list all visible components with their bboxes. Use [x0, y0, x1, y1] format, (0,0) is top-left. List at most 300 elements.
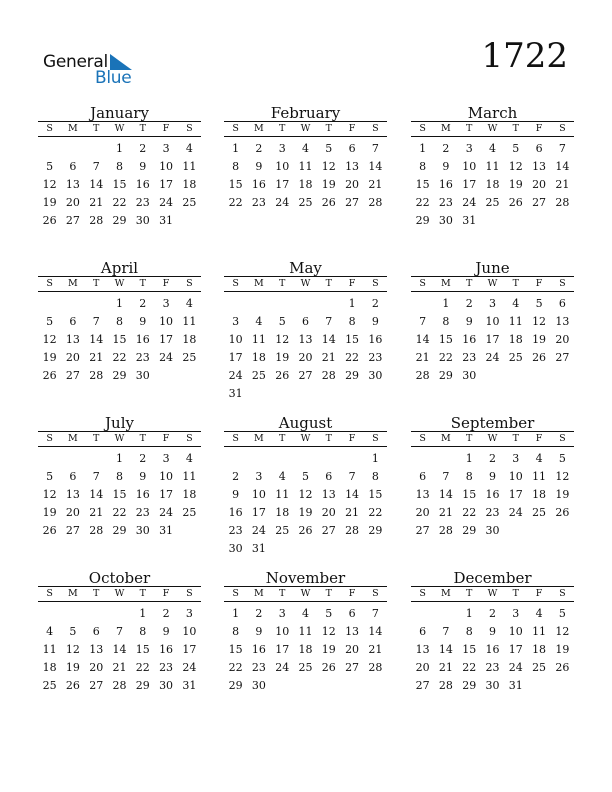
weekday-label: M: [68, 278, 78, 289]
day-grid: [411, 450, 574, 540]
day-cell: 11: [42, 643, 57, 656]
day-cell: 16: [135, 178, 150, 191]
day-cell: 7: [442, 470, 450, 483]
weekday-label: W: [487, 123, 498, 134]
day-cell: 27: [89, 679, 104, 692]
day-cell: 7: [92, 470, 100, 483]
weekday-label: F: [348, 433, 356, 444]
weekday-label: T: [512, 278, 519, 289]
day-cell: 25: [251, 369, 266, 382]
day-cell: 29: [135, 679, 150, 692]
month-name: November: [265, 569, 346, 587]
weekday-label: S: [559, 123, 566, 134]
day-cell: 28: [345, 524, 360, 537]
day-cell: 22: [438, 351, 453, 364]
month-name: July: [105, 414, 134, 432]
weekday-label: M: [68, 588, 78, 599]
day-cell: 7: [371, 142, 379, 155]
day-cell: 7: [92, 315, 100, 328]
day-cell: 4: [185, 452, 193, 465]
weekday-label: S: [46, 433, 53, 444]
day-cell: 3: [465, 142, 473, 155]
day-cell: 25: [532, 506, 547, 519]
day-cell: 1: [232, 607, 240, 620]
year-title: 1722: [481, 36, 568, 76]
month-april: [38, 260, 201, 385]
weekday-label: W: [114, 278, 125, 289]
day-cell: 9: [442, 160, 450, 173]
day-cell: 12: [532, 315, 547, 328]
day-cell: 13: [65, 178, 80, 191]
empty-day-cell: [411, 605, 434, 623]
month-june: [411, 260, 574, 385]
day-cell: 20: [415, 506, 430, 519]
weekday-label: F: [162, 278, 170, 289]
day-cell: 23: [438, 196, 453, 209]
day-cell: 3: [512, 607, 520, 620]
weekday-header: [224, 277, 387, 292]
day-cell: 18: [182, 488, 197, 501]
day-cell: 5: [325, 142, 333, 155]
empty-day-cell: [340, 450, 363, 468]
day-cell: 22: [228, 661, 243, 674]
month-may: [224, 260, 387, 403]
weekday-label: S: [419, 123, 426, 134]
day-cell: 20: [415, 661, 430, 674]
day-cell: 12: [42, 333, 57, 346]
day-cell: 18: [251, 351, 266, 364]
day-cell: 11: [532, 625, 547, 638]
day-cell: 16: [251, 643, 266, 656]
day-cell: 28: [321, 369, 336, 382]
day-cell: 17: [508, 488, 523, 501]
day-cell: 16: [159, 643, 174, 656]
weekday-label: T: [93, 278, 100, 289]
day-cell: 23: [135, 351, 150, 364]
day-cell: 11: [182, 160, 197, 173]
day-cell: 11: [298, 625, 313, 638]
weekday-label: F: [348, 278, 356, 289]
day-cell: 18: [298, 178, 313, 191]
day-cell: 4: [535, 607, 543, 620]
day-cell: 24: [251, 524, 266, 537]
empty-day-cell: [411, 450, 434, 468]
day-cell: 23: [485, 506, 500, 519]
day-cell: 15: [438, 333, 453, 346]
day-cell: 24: [485, 351, 500, 364]
day-cell: 7: [115, 625, 123, 638]
weekday-header: [411, 432, 574, 447]
day-cell: 26: [298, 524, 313, 537]
day-cell: 13: [415, 643, 430, 656]
day-cell: 6: [535, 142, 543, 155]
day-cell: 29: [112, 369, 127, 382]
day-cell: 18: [485, 178, 500, 191]
day-cell: 13: [555, 315, 570, 328]
logo-text-blue: Blue: [95, 68, 132, 88]
day-cell: 21: [112, 661, 127, 674]
day-cell: 12: [65, 643, 80, 656]
weekday-label: T: [139, 588, 146, 599]
day-cell: 14: [89, 488, 104, 501]
day-cell: 16: [485, 488, 500, 501]
day-cell: 4: [185, 297, 193, 310]
day-cell: 31: [159, 524, 174, 537]
day-cell: 27: [321, 524, 336, 537]
day-cell: 15: [415, 178, 430, 191]
day-cell: 13: [415, 488, 430, 501]
weekday-header: [38, 587, 201, 602]
day-cell: 15: [345, 333, 360, 346]
day-cell: 15: [228, 178, 243, 191]
day-cell: 23: [135, 196, 150, 209]
day-cell: 24: [275, 661, 290, 674]
weekday-label: W: [300, 433, 311, 444]
day-cell: 4: [278, 470, 286, 483]
weekday-label: M: [254, 278, 264, 289]
day-cell: 25: [532, 661, 547, 674]
weekday-label: S: [46, 278, 53, 289]
empty-day-cell: [38, 450, 61, 468]
empty-day-cell: [38, 605, 61, 623]
day-cell: 30: [251, 679, 266, 692]
day-grid: [38, 295, 201, 385]
weekday-label: T: [139, 278, 146, 289]
day-cell: 2: [139, 297, 147, 310]
day-cell: 18: [298, 643, 313, 656]
day-cell: 7: [419, 315, 427, 328]
empty-day-cell: [85, 295, 108, 313]
weekday-label: F: [535, 588, 543, 599]
day-cell: 20: [555, 333, 570, 346]
weekday-label: W: [114, 433, 125, 444]
day-cell: 14: [415, 333, 430, 346]
day-cell: 15: [112, 178, 127, 191]
day-cell: 29: [228, 679, 243, 692]
day-cell: 13: [345, 160, 360, 173]
day-grid: [38, 140, 201, 230]
day-cell: 24: [159, 196, 174, 209]
day-grid: [224, 295, 387, 403]
day-cell: 11: [485, 160, 500, 173]
weekday-label: S: [372, 588, 379, 599]
day-cell: 19: [298, 506, 313, 519]
weekday-header: [224, 587, 387, 602]
empty-day-cell: [224, 295, 247, 313]
day-cell: 20: [65, 196, 80, 209]
weekday-label: W: [114, 123, 125, 134]
day-cell: 27: [415, 524, 430, 537]
day-cell: 6: [419, 470, 427, 483]
weekday-label: T: [466, 588, 473, 599]
day-cell: 18: [182, 333, 197, 346]
day-cell: 25: [182, 196, 197, 209]
day-cell: 13: [321, 488, 336, 501]
day-cell: 30: [228, 542, 243, 555]
day-cell: 16: [251, 178, 266, 191]
day-cell: 12: [298, 488, 313, 501]
day-cell: 23: [251, 661, 266, 674]
weekday-label: T: [466, 278, 473, 289]
day-cell: 2: [371, 297, 379, 310]
day-cell: 1: [442, 297, 450, 310]
day-cell: 29: [368, 524, 383, 537]
day-cell: 16: [135, 333, 150, 346]
day-cell: 2: [255, 142, 263, 155]
day-cell: 27: [555, 351, 570, 364]
day-cell: 11: [532, 470, 547, 483]
weekday-label: W: [300, 123, 311, 134]
day-cell: 22: [415, 196, 430, 209]
day-cell: 1: [371, 452, 379, 465]
day-cell: 2: [442, 142, 450, 155]
day-cell: 15: [112, 333, 127, 346]
empty-day-cell: [224, 450, 247, 468]
day-cell: 23: [368, 351, 383, 364]
weekday-label: S: [419, 278, 426, 289]
empty-day-cell: [271, 450, 294, 468]
day-cell: 27: [532, 196, 547, 209]
day-cell: 19: [42, 506, 57, 519]
weekday-label: W: [300, 588, 311, 599]
weekday-label: M: [441, 588, 451, 599]
empty-day-cell: [85, 605, 108, 623]
day-cell: 12: [555, 625, 570, 638]
weekday-label: S: [372, 433, 379, 444]
day-cell: 2: [232, 470, 240, 483]
weekday-label: W: [487, 433, 498, 444]
weekday-label: S: [559, 278, 566, 289]
day-cell: 28: [438, 524, 453, 537]
weekday-label: S: [186, 278, 193, 289]
day-cell: 21: [555, 178, 570, 191]
day-cell: 1: [465, 452, 473, 465]
weekday-label: T: [279, 588, 286, 599]
day-cell: 6: [325, 470, 333, 483]
day-cell: 28: [368, 661, 383, 674]
day-cell: 9: [255, 625, 263, 638]
day-grid: [411, 605, 574, 695]
weekday-label: T: [325, 588, 332, 599]
month-name: February: [270, 104, 341, 122]
day-cell: 17: [275, 643, 290, 656]
day-cell: 24: [228, 369, 243, 382]
day-cell: 31: [462, 214, 477, 227]
day-cell: 10: [508, 625, 523, 638]
day-cell: 30: [135, 524, 150, 537]
day-cell: 2: [139, 452, 147, 465]
day-cell: 27: [345, 196, 360, 209]
empty-day-cell: [247, 450, 270, 468]
day-cell: 31: [182, 679, 197, 692]
day-cell: 13: [65, 488, 80, 501]
empty-day-cell: [317, 295, 340, 313]
day-cell: 25: [182, 351, 197, 364]
day-cell: 31: [228, 387, 243, 400]
day-cell: 28: [89, 369, 104, 382]
day-cell: 21: [89, 351, 104, 364]
day-cell: 14: [368, 160, 383, 173]
day-cell: 9: [162, 625, 170, 638]
weekday-header: [224, 432, 387, 447]
day-cell: 22: [112, 506, 127, 519]
day-cell: 10: [251, 488, 266, 501]
weekday-label: M: [441, 123, 451, 134]
day-cell: 24: [275, 196, 290, 209]
day-cell: 21: [368, 643, 383, 656]
day-cell: 14: [438, 488, 453, 501]
day-cell: 6: [419, 625, 427, 638]
day-cell: 5: [301, 470, 309, 483]
weekday-label: T: [139, 123, 146, 134]
day-cell: 15: [368, 488, 383, 501]
day-cell: 20: [532, 178, 547, 191]
day-cell: 9: [139, 470, 147, 483]
day-cell: 17: [182, 643, 197, 656]
day-grid: [38, 605, 201, 695]
day-cell: 30: [485, 524, 500, 537]
day-cell: 20: [65, 506, 80, 519]
day-cell: 12: [321, 160, 336, 173]
day-cell: 26: [532, 351, 547, 364]
empty-day-cell: [85, 450, 108, 468]
day-cell: 10: [159, 470, 174, 483]
day-cell: 17: [275, 178, 290, 191]
day-cell: 16: [485, 643, 500, 656]
day-cell: 6: [69, 470, 77, 483]
month-name: August: [278, 414, 333, 432]
day-cell: 24: [508, 661, 523, 674]
day-cell: 3: [278, 607, 286, 620]
day-cell: 15: [228, 643, 243, 656]
day-cell: 25: [42, 679, 57, 692]
day-cell: 8: [139, 625, 147, 638]
day-cell: 24: [182, 661, 197, 674]
weekday-label: S: [46, 588, 53, 599]
day-cell: 16: [438, 178, 453, 191]
day-cell: 20: [89, 661, 104, 674]
month-october: [38, 570, 201, 695]
day-cell: 29: [112, 524, 127, 537]
weekday-label: T: [93, 588, 100, 599]
day-cell: 12: [321, 625, 336, 638]
day-cell: 19: [555, 488, 570, 501]
day-cell: 29: [462, 524, 477, 537]
day-cell: 11: [182, 470, 197, 483]
weekday-label: M: [68, 433, 78, 444]
day-cell: 14: [368, 625, 383, 638]
month-name: June: [475, 259, 510, 277]
day-cell: 17: [228, 351, 243, 364]
day-cell: 6: [348, 607, 356, 620]
weekday-label: F: [348, 123, 356, 134]
weekday-label: M: [254, 588, 264, 599]
empty-day-cell: [434, 605, 457, 623]
weekday-label: F: [535, 433, 543, 444]
empty-day-cell: [61, 295, 84, 313]
day-cell: 25: [182, 506, 197, 519]
day-cell: 17: [462, 178, 477, 191]
day-cell: 10: [462, 160, 477, 173]
day-cell: 24: [159, 351, 174, 364]
day-cell: 4: [185, 142, 193, 155]
weekday-header: [411, 587, 574, 602]
day-cell: 1: [348, 297, 356, 310]
day-cell: 19: [321, 178, 336, 191]
day-cell: 30: [135, 214, 150, 227]
month-september: [411, 415, 574, 540]
day-cell: 2: [255, 607, 263, 620]
weekday-label: S: [46, 123, 53, 134]
day-cell: 1: [139, 607, 147, 620]
day-cell: 9: [488, 625, 496, 638]
day-cell: 8: [442, 315, 450, 328]
day-grid: [411, 140, 574, 230]
empty-day-cell: [61, 140, 84, 158]
day-cell: 24: [159, 506, 174, 519]
day-cell: 16: [462, 333, 477, 346]
day-cell: 22: [462, 506, 477, 519]
day-cell: 12: [42, 178, 57, 191]
day-cell: 1: [115, 452, 123, 465]
weekday-label: S: [372, 278, 379, 289]
weekday-label: M: [254, 433, 264, 444]
day-cell: 7: [325, 315, 333, 328]
empty-day-cell: [271, 295, 294, 313]
month-name: January: [90, 104, 149, 122]
day-cell: 18: [532, 643, 547, 656]
day-cell: 5: [512, 142, 520, 155]
day-cell: 7: [442, 625, 450, 638]
day-cell: 2: [488, 607, 496, 620]
weekday-label: S: [559, 433, 566, 444]
day-cell: 7: [348, 470, 356, 483]
day-cell: 9: [488, 470, 496, 483]
day-cell: 29: [112, 214, 127, 227]
day-cell: 2: [162, 607, 170, 620]
weekday-label: F: [348, 588, 356, 599]
day-cell: 14: [555, 160, 570, 173]
day-cell: 13: [298, 333, 313, 346]
weekday-label: W: [487, 278, 498, 289]
day-cell: 19: [42, 196, 57, 209]
day-cell: 30: [368, 369, 383, 382]
day-cell: 27: [65, 369, 80, 382]
day-cell: 8: [371, 470, 379, 483]
weekday-header: [411, 122, 574, 137]
day-cell: 13: [345, 625, 360, 638]
day-cell: 18: [182, 178, 197, 191]
day-cell: 19: [42, 351, 57, 364]
day-cell: 16: [228, 506, 243, 519]
weekday-label: S: [186, 433, 193, 444]
day-cell: 10: [275, 625, 290, 638]
weekday-header: [411, 277, 574, 292]
day-grid: [411, 295, 574, 385]
day-cell: 31: [508, 679, 523, 692]
weekday-label: T: [139, 433, 146, 444]
day-cell: 27: [65, 524, 80, 537]
day-cell: 9: [232, 488, 240, 501]
day-cell: 25: [298, 196, 313, 209]
day-cell: 27: [298, 369, 313, 382]
day-cell: 4: [255, 315, 263, 328]
day-cell: 24: [508, 506, 523, 519]
day-cell: 16: [135, 488, 150, 501]
day-cell: 22: [228, 196, 243, 209]
day-cell: 19: [555, 643, 570, 656]
day-cell: 14: [89, 333, 104, 346]
